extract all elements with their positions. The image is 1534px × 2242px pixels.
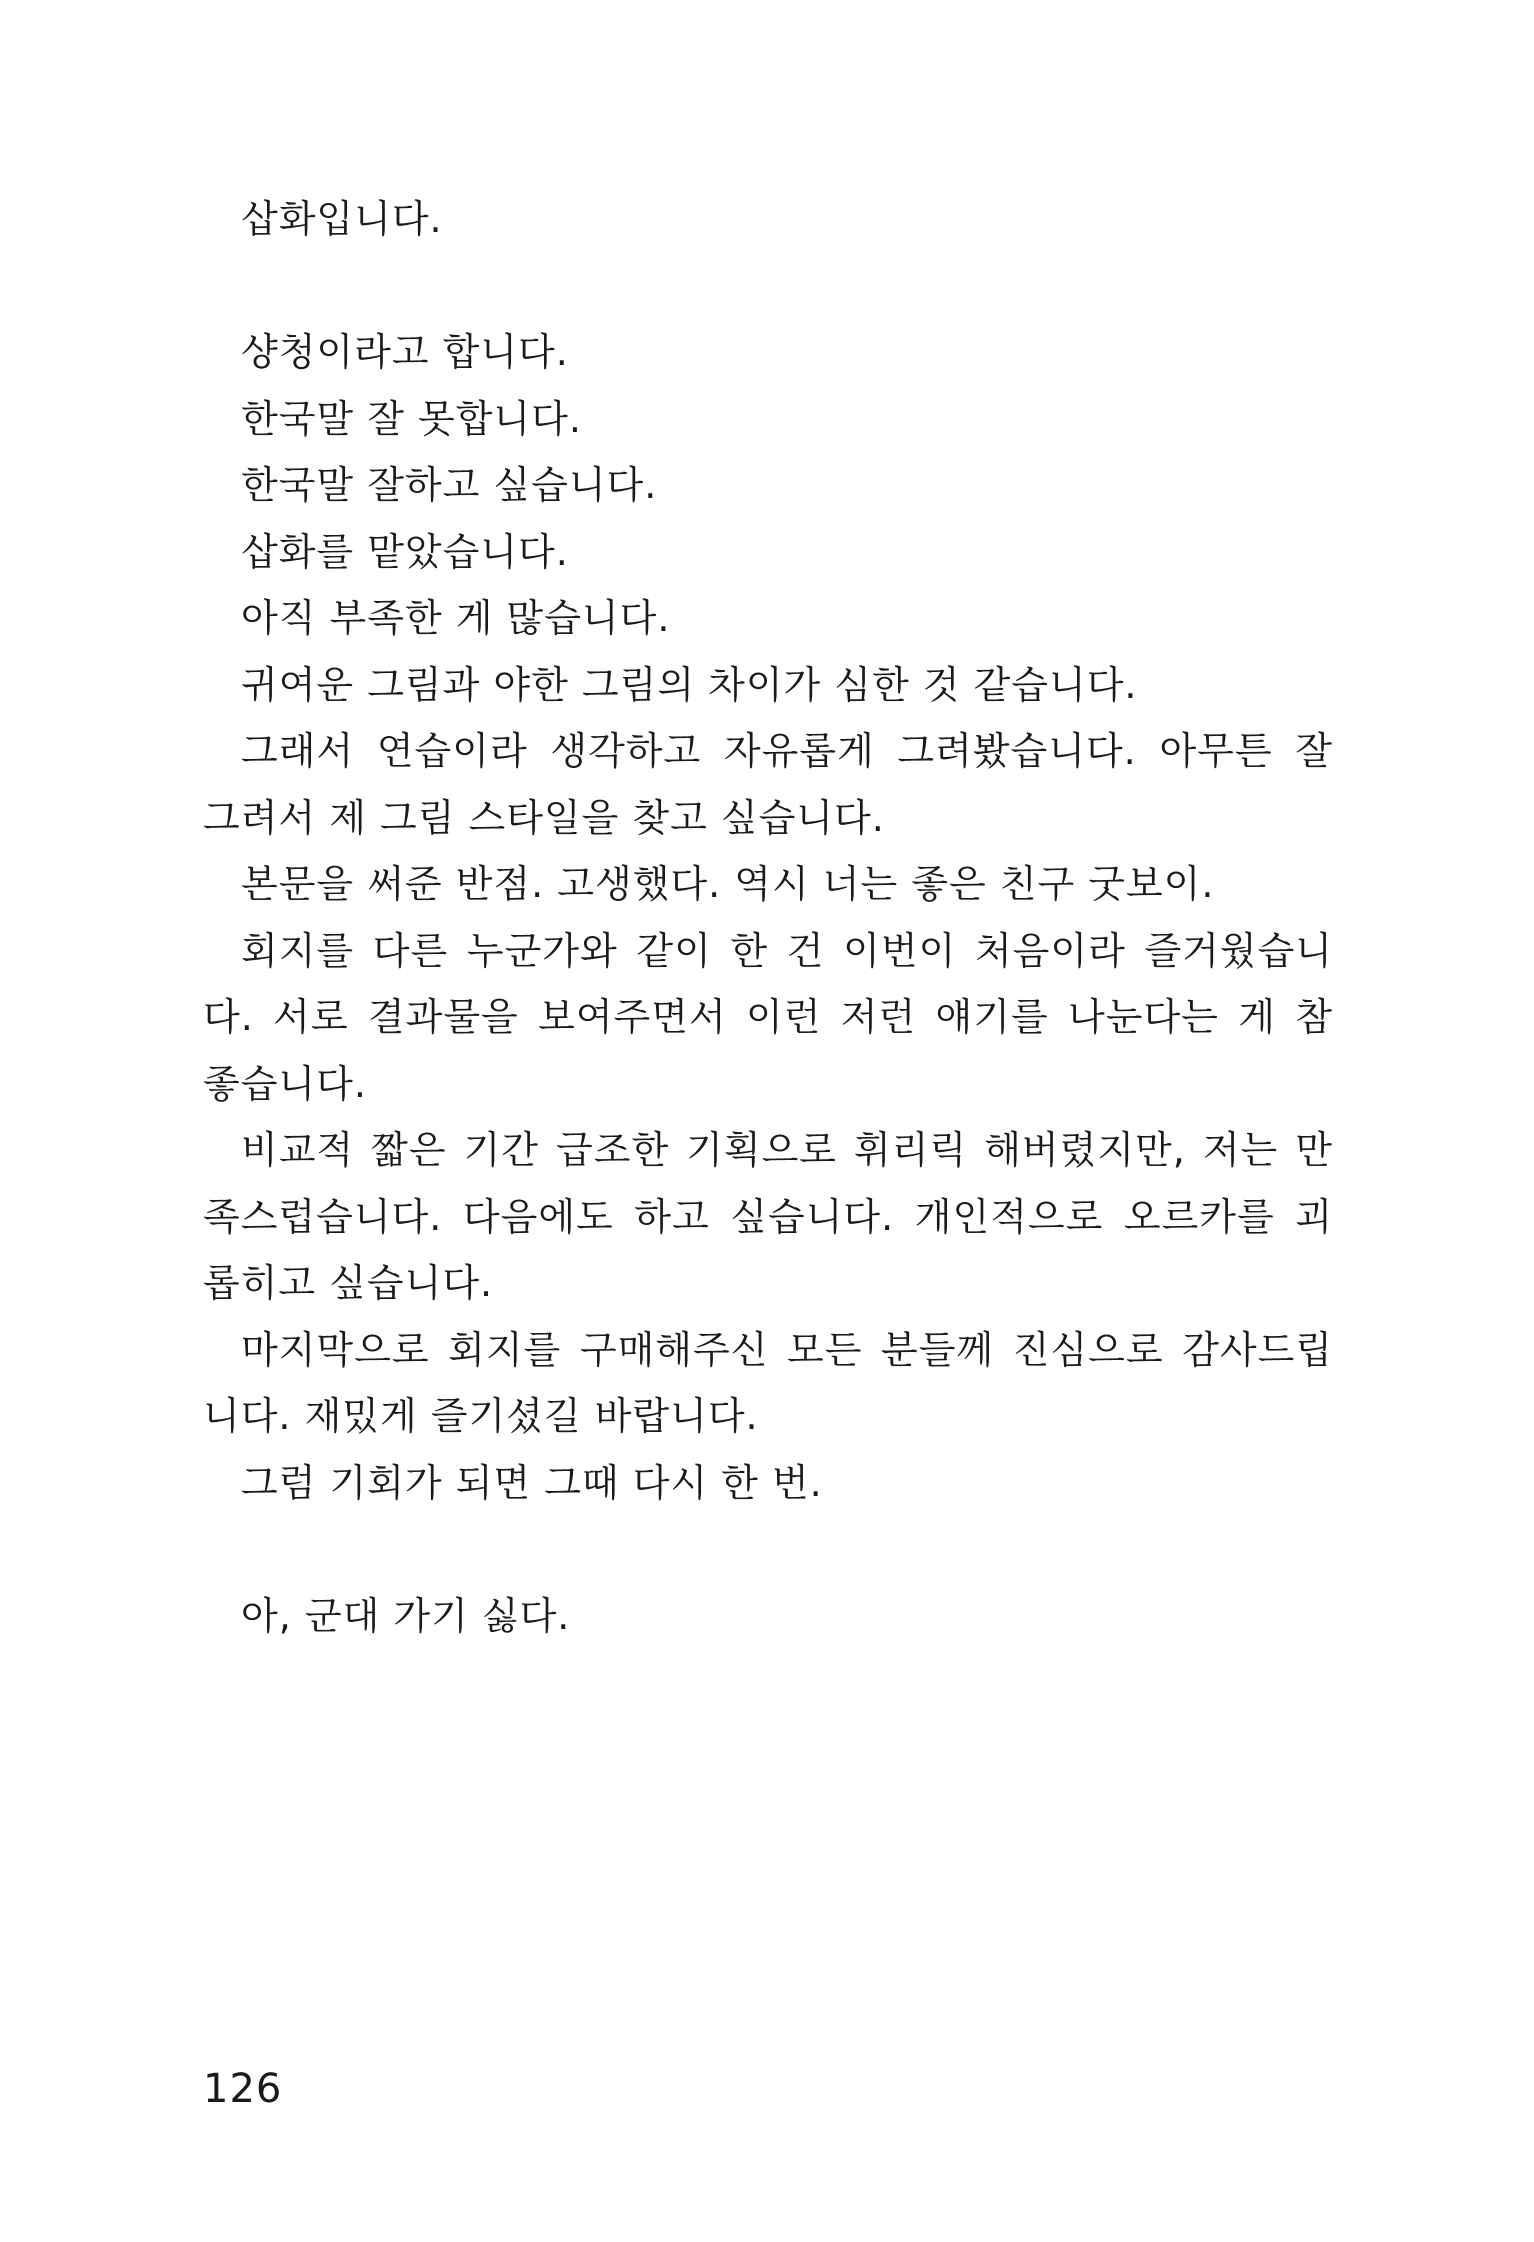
text-line: 그럼 기회가 되면 그때 다시 한 번. (241, 1460, 823, 1505)
text-line: 한국말 잘 못합니다. (241, 396, 582, 441)
text-line: 마지막으로 회지를 구매해주신 모든 분들께 진심으로 감사드립 (241, 1327, 1333, 1372)
text-line: 귀여운 그림과 야한 그림의 차이가 심한 것 같습니다. (241, 662, 1138, 707)
text-line: 한국말 잘하고 싶습니다. (241, 463, 658, 507)
page-number: 126 (203, 2066, 283, 2112)
text-line: 그려서 제 그림 스타일을 찾고 싶습니다. (203, 795, 885, 840)
text-line: 삽화입니다. (241, 197, 443, 241)
text-line: 회지를 다른 누군가와 같이 한 건 이번이 처음이라 즐거웠습니 (241, 928, 1333, 973)
text-line: 샹청이라고 합니다. (241, 330, 569, 374)
text-line: 삽화를 맡았습니다. (241, 529, 569, 574)
text-line: 비교적 짧은 기간 급조한 기획으로 휘리릭 해버렸지만, 저는 만 (241, 1128, 1333, 1172)
blank-line (203, 1516, 1333, 1583)
text-line: 그래서 연습이라 생각하고 자유롭게 그려봤습니다. 아무튼 잘 (241, 729, 1333, 773)
page-body-text (203, 186, 1333, 1649)
text-line: 족스럽습니다. 다음에도 하고 싶습니다. 개인적으로 오르카를 괴 (203, 1194, 1333, 1239)
blank-line (203, 253, 1333, 320)
text-line: 니다. 재밌게 즐기셨길 바랍니다. (203, 1394, 759, 1438)
text-line: 아, 군대 가기 싫다. (241, 1593, 571, 1638)
text-line: 롭히고 싶습니다. (203, 1261, 494, 1305)
text-line: 본문을 써준 반점. 고생했다. 역시 너는 좋은 친구 굿보이. (241, 862, 1215, 906)
text-line: 아직 부족한 게 많습니다. (241, 596, 671, 640)
text-line: 좋습니다. (203, 1061, 367, 1106)
text-line: 다. 서로 결과물을 보여주면서 이런 저런 얘기를 나눈다는 게 참 (203, 995, 1333, 1039)
